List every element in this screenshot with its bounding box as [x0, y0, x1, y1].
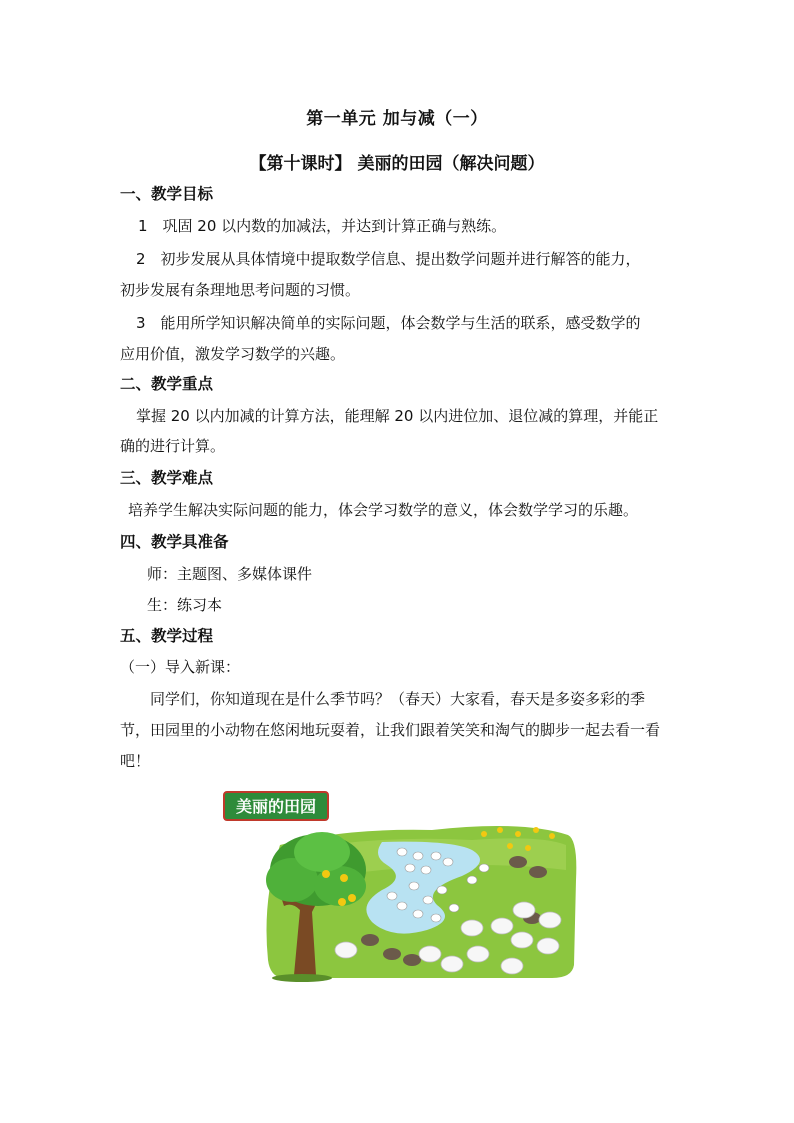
goal-3-line-2: 应用价值，激发学习数学的兴趣。: [120, 345, 346, 363]
difficulty-heading: 三、教学难点: [120, 469, 214, 487]
illustration-label: 美丽的田园: [235, 797, 317, 816]
farm-illustration: [222, 790, 578, 985]
goal-2-line-1: 2 初步发展从具体情境中提取数学信息、提出数学问题并进行解答的能力，: [136, 250, 641, 268]
key-line-1: 掌握 20 以内加减的计算方法，能理解 20 以内进位加、退位减的算理，并能正: [136, 407, 659, 425]
tools-student: 生：练习本: [147, 596, 223, 614]
goal-2-line-2: 初步发展有条理地思考问题的习惯。: [120, 281, 361, 299]
process-subheading: （一）导入新课：: [120, 658, 241, 676]
intro-line-3: 吧！: [120, 752, 151, 770]
goal-1: 1 巩固 20 以内数的加减法，并达到计算正确与熟练。: [138, 217, 507, 235]
key-heading: 二、教学重点: [120, 375, 214, 393]
tools-teacher: 师：主题图、多媒体课件: [147, 565, 313, 583]
key-line-2: 确的进行计算。: [120, 437, 226, 455]
goals-heading: 一、教学目标: [120, 185, 214, 203]
difficulty-line: 培养学生解决实际问题的能力，体会学习数学的意义，体会数学学习的乐趣。: [128, 501, 639, 519]
goal-3-line-1: 3 能用所学知识解决简单的实际问题，体会数学与生活的联系，感受数学的: [136, 314, 641, 332]
page-title: 第一单元 加与减（一）: [306, 109, 488, 129]
process-heading: 五、教学过程: [120, 627, 214, 645]
intro-line-1: 同学们，你知道现在是什么季节吗？（春天）大家看，春天是多姿多彩的季: [150, 690, 646, 708]
tools-heading: 四、教学具准备: [120, 533, 229, 551]
lesson-subtitle: 【第十课时】 美丽的田园（解决问题）: [249, 154, 545, 174]
intro-line-2: 节，田园里的小动物在悠闲地玩耍着，让我们跟着笑笑和淘气的脚步一起去看一看: [120, 721, 661, 739]
